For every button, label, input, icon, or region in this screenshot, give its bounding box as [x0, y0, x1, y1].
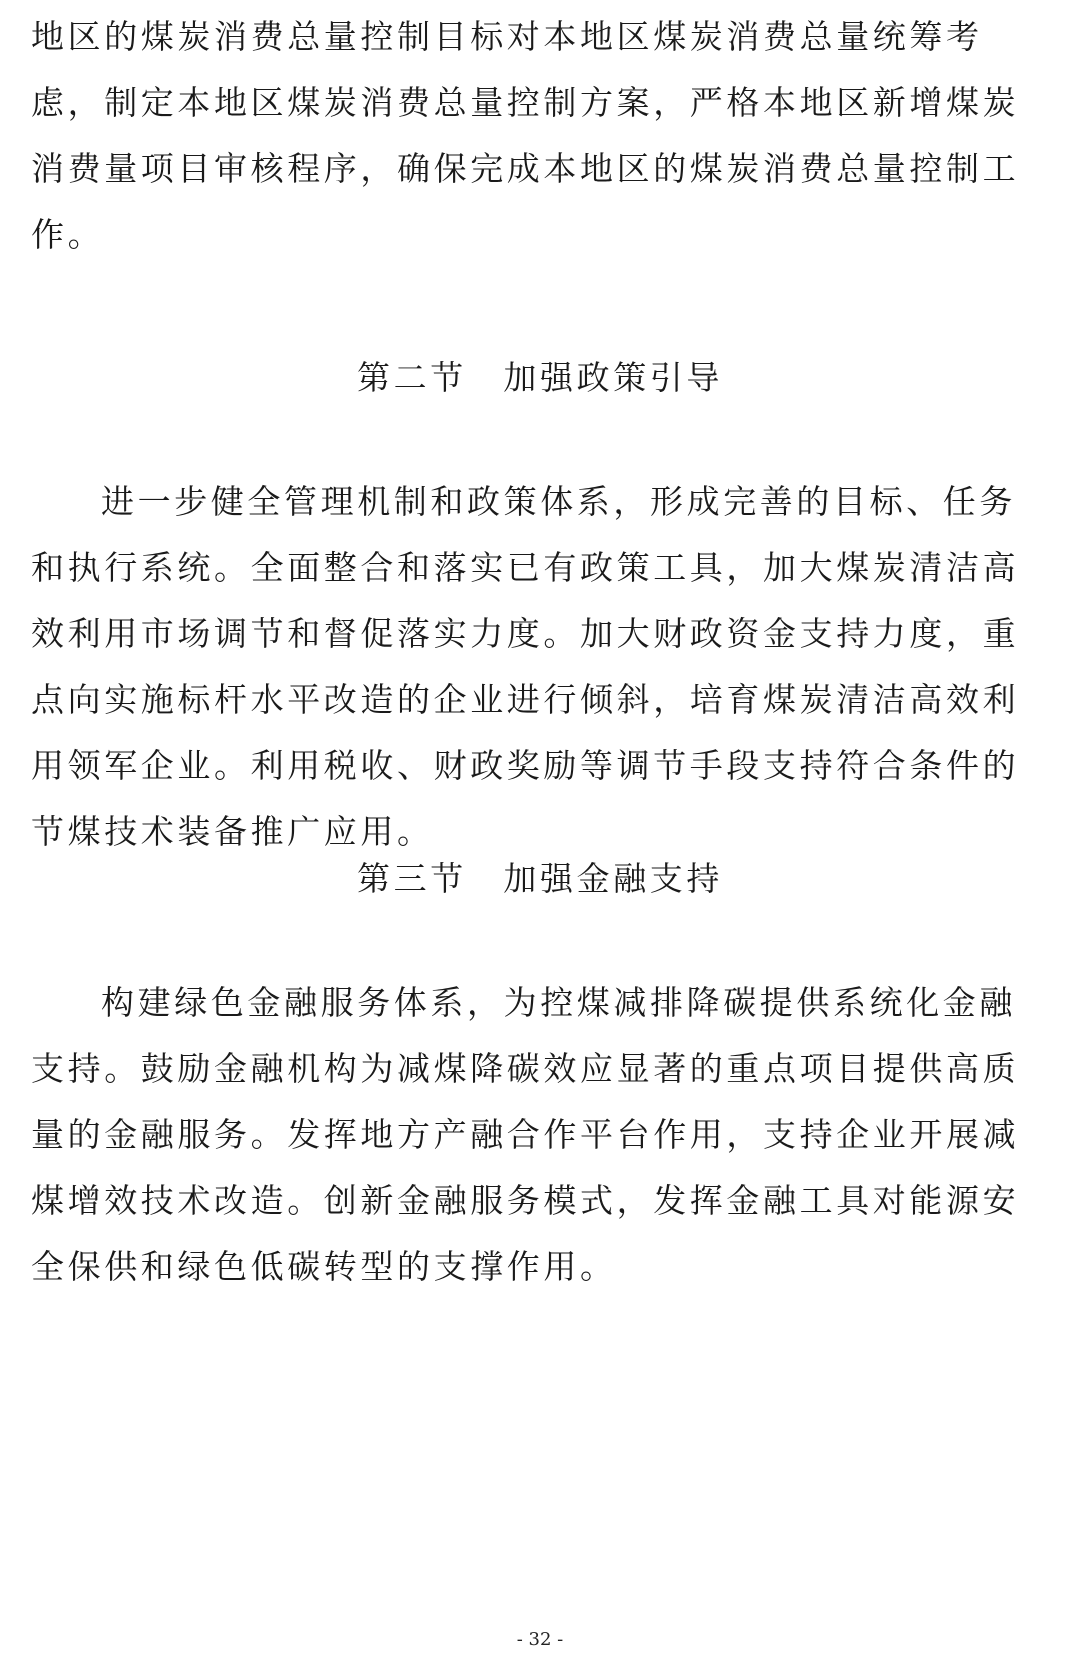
section-body-policy: 进一步健全管理机制和政策体系，形成完善的目标、任务和执行系统。全面整合和落实已有政策工具，加大煤炭清洁高效利用市场调节和督促落实力度。加大财政资金支持力度，重点向实施标杆水平改造的企业进行倾斜，培育煤炭清洁高效利用领军企业。利用税收、财政奖励等调节手段支持符合条件的节煤技术装备推广应用。 [31, 482, 1020, 851]
page-number: - 32 - [516, 1629, 564, 1650]
section-heading-finance: 第三节 加强金融支持 [357, 859, 723, 898]
section-body-finance: 构建绿色金融服务体系，为控煤减排降碳提供系统化金融支持。鼓励金融机构为减煤降碳效应显著的重点项目提供高质量的金融服务。发挥地方产融合作平台作用，支持企业开展减煤增效技术改造。创新金融服务模式，发挥金融工具对能源安全保供和绿色低碳转型的支撑作用。 [31, 983, 1020, 1286]
section-heading-policy: 第二节 加强政策引导 [357, 358, 723, 397]
continuation-paragraph: 地区的煤炭消费总量控制目标对本地区煤炭消费总量统筹考虑，制定本地区煤炭消费总量控制方案，严格本地区新增煤炭消费量项目审核程序，确保完成本地区的煤炭消费总量控制工作。 [31, 17, 1020, 254]
